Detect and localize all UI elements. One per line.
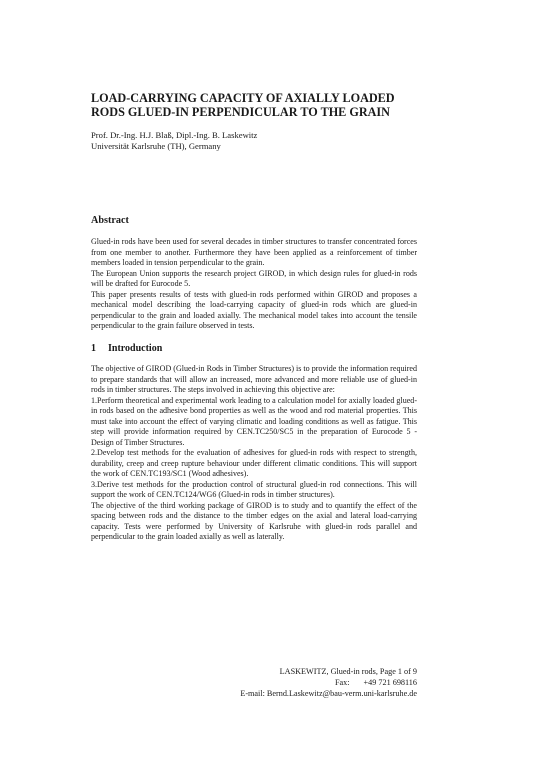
introduction-heading: [91, 343, 162, 354]
introduction-paragraph: 2.Develop test methods for the evaluation of adhesives for glued-in rods with respect to strength, durability, creep and creep rupture behaviour under different climatic conditions. This will support the work of CEN.TC193/SC1 (Wood adhesives).: [91, 448, 417, 478]
page-footer: [240, 666, 417, 699]
footer-page-info: LASKEWITZ, Glued-in rods, Page 1 of 9: [279, 667, 417, 676]
abstract-paragraph: Glued-in rods have been used for several decades in timber structures to transfer concentrated forces from one member to another. Furthermore they have been applied as a reinforcement of timber members loaded in tension perpendicular to the grain.: [91, 237, 417, 267]
introduction-body: [91, 364, 417, 543]
fax-number: +49 721 698116: [363, 678, 417, 687]
abstract-paragraph: The European Union supports the research project GIROD, in which design rules for glued-in rods will be drafted for Eurocode 5.: [91, 268, 417, 288]
section-number: 1: [91, 343, 96, 354]
introduction-paragraph: 3.Derive test methods for the production control of structural glued-in rod connections. This will support the work of CEN.TC124/WG6 (Glued-in rods in timber structures).: [91, 479, 417, 499]
author-block: [91, 130, 431, 152]
footer-email: E-mail: Bernd.Laskewitz@bau-verm.uni-karlsruhe.de: [240, 689, 417, 698]
fax-label: Fax:: [334, 678, 350, 687]
abstract-paragraph: This paper presents results of tests with glued-in rods performed within GIROD and proposes a mechanical model describing the load-carrying capacity of glued-in rods which are glued-in perpendicular to the grain and loaded axially. The mechanical model takes into account the tensile perpendicular to the grain failure observed in tests.: [91, 289, 417, 330]
introduction-paragraph: The objective of the third working package of GIROD is to study and to quantify the effect of the spacing between rods and the distance to the timber edges on the axial and lateral load-carrying capacity. Tests were performed by University of Karlsruhe with glued-in rods parallel and perpendicular to the grain loaded axially as well as laterally.: [91, 500, 417, 541]
introduction-paragraph: 1.Perform theoretical and experimental work leading to a calculation model for axially loaded glued-in rods based on the adhesive bond properties as well as the wood and rod material properties. This must take into account the effect of varying climatic and loading conditions as well as fatigue. This step will provide information required by CEN.TC250/SC5 in the preparation of Eurocode 5 - Design of Timber Structures.: [91, 395, 417, 447]
section-title: Introduction: [108, 343, 163, 354]
introduction-paragraph: The objective of GIROD (Glued-in Rods in Timber Structures) is to provide the information required to prepare standards that will allow an increased, more advanced and more reliable use of glued-in rods in timber structures. The steps involved in achieving this objective are:: [91, 364, 417, 394]
footer-fax: [240, 677, 417, 688]
abstract-body: [91, 237, 417, 332]
author-affiliation: Universität Karlsruhe (TH), Germany: [91, 141, 221, 151]
author-names: Prof. Dr.-Ing. H.J. Blaß, Dipl.-Ing. B. Laskewitz: [91, 130, 258, 140]
abstract-heading: Abstract: [91, 215, 129, 226]
paper-title: LOAD-CARRYING CAPACITY OF AXIALLY LOADED RODS GLUED-IN PERPENDICULAR TO THE GRAIN: [91, 91, 395, 119]
